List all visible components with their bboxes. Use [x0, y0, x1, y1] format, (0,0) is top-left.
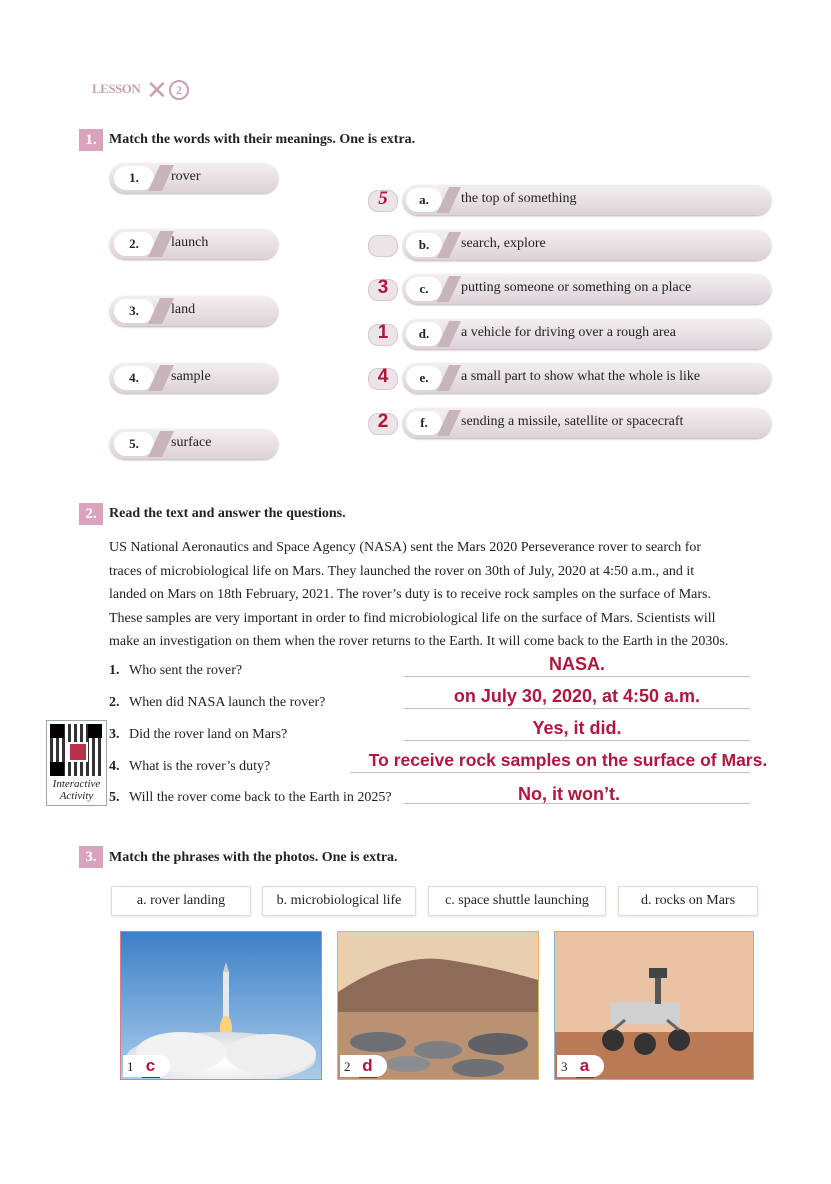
- word-pill-3: [110, 296, 278, 326]
- question-1: 1. Who sent the rover?: [109, 663, 243, 678]
- photo-answer-1[interactable]: c: [142, 1055, 160, 1078]
- reading-passage: [109, 536, 769, 654]
- word-text: land: [171, 302, 196, 317]
- meaning-letter: f.: [406, 411, 442, 435]
- lesson-number: 2: [169, 80, 189, 100]
- word-pill-1: [110, 163, 278, 193]
- phrase-a: a. rover landing: [111, 886, 251, 916]
- answer-1[interactable]: NASA.: [548, 654, 605, 674]
- qr-code-icon: [50, 724, 102, 776]
- meaning-text: a small part to show what the whole is like: [461, 369, 701, 384]
- photo-label-3: 3 a: [557, 1055, 604, 1077]
- meaning-text: search, explore: [461, 236, 546, 251]
- word-number: 3.: [114, 299, 154, 323]
- section-2-title: Read the text and answer the questions.: [109, 506, 346, 521]
- photo-1-shuttle-launch: [120, 931, 322, 1080]
- answer-text: 4: [377, 366, 389, 387]
- question-4: 4. What is the rover’s duty?: [109, 759, 271, 774]
- word-pill-2: [110, 229, 278, 259]
- meaning-text: putting someone or something on a place: [461, 280, 692, 295]
- answer-box-a[interactable]: [368, 190, 398, 212]
- meaning-letter: c.: [406, 277, 442, 301]
- meaning-text: sending a missile, satellite or spacecraft: [461, 414, 684, 429]
- word-text: rover: [171, 169, 201, 184]
- word-text: launch: [171, 235, 209, 250]
- meaning-pill-b: [403, 230, 771, 260]
- meaning-pill-f: [403, 408, 771, 438]
- passage-line: US National Aeronautics and Space Agency (NASA) sent the Mars 2020 Perseverance rover to search for: [109, 540, 702, 555]
- answer-text: 1: [377, 322, 389, 343]
- meaning-pill-a: [403, 185, 771, 215]
- meaning-pill-c: [403, 274, 771, 304]
- answer-box-d[interactable]: [368, 324, 398, 346]
- photo-answer-2[interactable]: d: [359, 1055, 377, 1078]
- passage-line: landed on Mars on 18th February, 2021. The rover’s duty is to receive rock samples on the surface of Mars.: [109, 587, 711, 603]
- photo-answer-3[interactable]: a: [576, 1055, 594, 1078]
- meaning-letter: d.: [406, 322, 442, 346]
- passage-line: These samples are very important in order to find microbiological life on the surface of Mars. Scientists will: [109, 610, 716, 626]
- qr-code-interactive-activity[interactable]: [46, 720, 107, 806]
- phrase-b: b. microbiological life: [262, 886, 416, 916]
- answer-2[interactable]: on July 30, 2020, at 4:50 a.m.: [453, 686, 701, 706]
- answer-box-e[interactable]: [368, 368, 398, 390]
- phrase-c: c. space shuttle launching: [428, 886, 606, 916]
- meaning-pill-d: [403, 319, 771, 349]
- answer-box-b[interactable]: [368, 235, 398, 257]
- phrase-d: d. rocks on Mars: [618, 886, 758, 916]
- photo-label-1: 1 c: [123, 1055, 170, 1077]
- question-5: 5. Will the rover come back to the Earth in 2025?: [109, 790, 392, 805]
- section-2-number: 2.: [79, 503, 103, 525]
- meaning-letter: a.: [406, 188, 442, 212]
- answer-5[interactable]: No, it won’t.: [518, 784, 620, 804]
- section-3-number: 3.: [79, 846, 103, 868]
- word-number: 2.: [114, 232, 154, 256]
- word-text: sample: [171, 369, 211, 384]
- word-pill-4: [110, 363, 278, 393]
- meaning-pill-e: [403, 363, 771, 393]
- answer-text: 2: [377, 411, 389, 432]
- meaning-letter: e.: [406, 366, 442, 390]
- answer-4[interactable]: To receive rock samples on the surface of Mars.: [368, 750, 768, 770]
- meaning-text: a vehicle for driving over a rough area: [461, 325, 676, 340]
- question-3: 3. Did the rover land on Mars?: [109, 727, 288, 742]
- word-number: 5.: [114, 432, 154, 456]
- word-pill-5: [110, 429, 278, 459]
- passage-line: make an investigation on them when the rover returns to the Earth. It will come back to the Earth in the 2030s.: [109, 634, 729, 650]
- section-1-number: 1.: [79, 129, 103, 151]
- answer-text: 3: [377, 277, 389, 298]
- lesson-label: LESSON: [92, 81, 141, 96]
- photo-2-rocks-on-mars: [337, 931, 539, 1080]
- section-1-title: Match the words with their meanings. One is extra.: [109, 132, 416, 147]
- meaning-letter: b.: [406, 233, 442, 257]
- answer-text: 5: [378, 188, 388, 209]
- answer-box-f[interactable]: [368, 413, 398, 435]
- word-number: 4.: [114, 366, 154, 390]
- lesson-x-icon: ✕: [146, 76, 168, 106]
- answer-box-c[interactable]: [368, 279, 398, 301]
- passage-line: traces of microbiological life on Mars. They launched the rover on 30th of July, 2020 at 4:50 a.m., and it: [109, 563, 695, 579]
- qr-label: Interactive Activity: [52, 778, 101, 802]
- word-number: 1.: [114, 166, 154, 190]
- question-2: 2. When did NASA launch the rover?: [109, 695, 326, 710]
- word-text: surface: [171, 435, 212, 450]
- answer-3[interactable]: Yes, it did.: [532, 718, 622, 738]
- photo-3-rover-landing: [554, 931, 754, 1080]
- section-3-title: Match the phrases with the photos. One is extra.: [109, 850, 398, 865]
- meaning-text: the top of something: [461, 191, 577, 206]
- photo-label-2: 2 d: [340, 1055, 387, 1077]
